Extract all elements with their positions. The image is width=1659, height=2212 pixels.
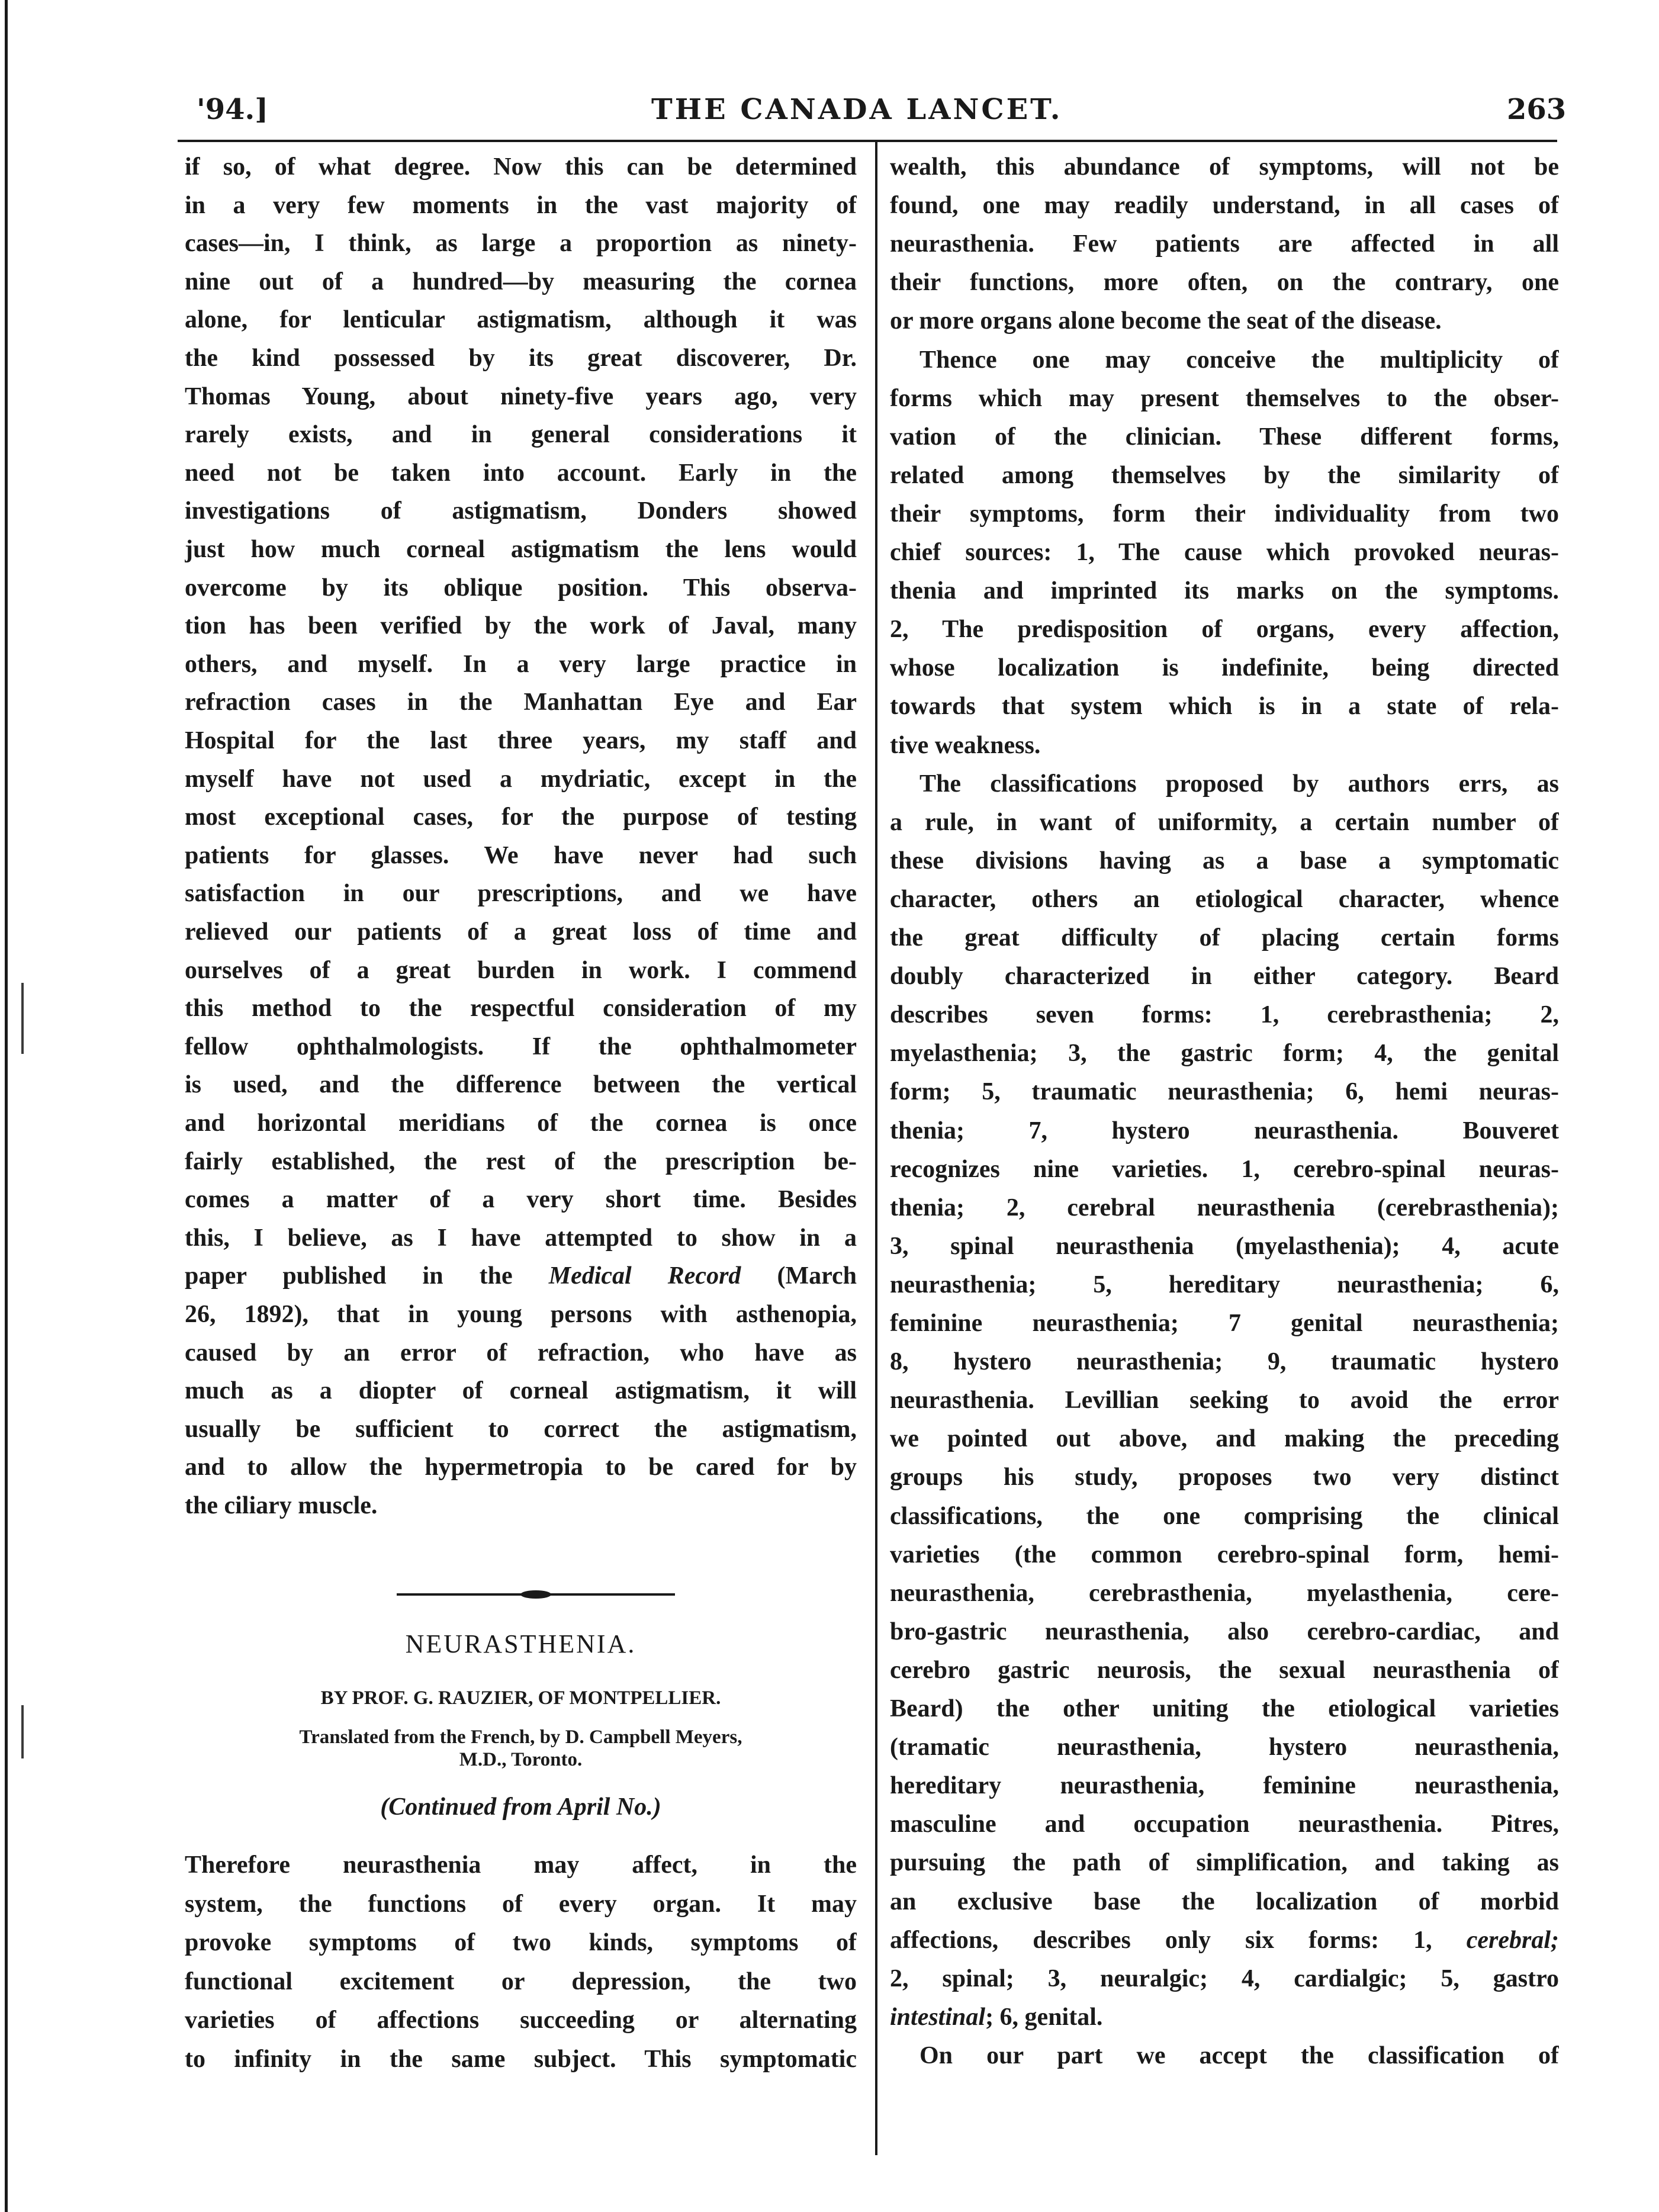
body-text-line: describes seven forms: 1, cerebrasthenia; 2, <box>890 1001 1559 1029</box>
body-text-line: myelasthenia; 3, the gastric form; 4, the genital <box>890 1040 1559 1068</box>
body-text-line: tive weakness. <box>890 731 1041 759</box>
scan-edge-mark <box>21 1705 24 1758</box>
body-text-line: refraction cases in the Manhattan Eye and Ear <box>185 689 857 716</box>
scan-edge-mark <box>21 983 24 1054</box>
body-text-line: neurasthenia; 5, hereditary neurasthenia; 6, <box>890 1271 1559 1298</box>
body-text-line: and to allow the hypermetropia to be cared for by <box>185 1454 857 1481</box>
body-text-line: wealth, this abundance of symptoms, will not be <box>890 153 1559 181</box>
body-text-line: much as a diopter of corneal astigmatism, it will <box>185 1377 857 1405</box>
body-text-line: neurasthenia, cerebrasthenia, myelasthenia, cere- <box>890 1579 1559 1607</box>
page-number: 263 <box>1507 93 1567 126</box>
body-text-line: their functions, more often, on the contrary, one <box>890 269 1559 297</box>
body-text-line: varieties (the common cerebro-spinal form, hemi- <box>890 1541 1559 1568</box>
body-text-line: 2, spinal; 3, neuralgic; 4, cardialgic; 5, gastro <box>890 1965 1559 1992</box>
running-header-title: THE CANADA LANCET. <box>651 93 1063 126</box>
body-text-line: 8, hystero neurasthenia; 9, traumatic hystero <box>890 1348 1559 1376</box>
article-byline: BY PROF. G. RAUZIER, OF MONTPELLIER. <box>320 1687 721 1709</box>
body-text-line: vation of the clinician. These different forms, <box>890 423 1559 451</box>
body-text-line: cerebro gastric neurosis, the sexual neurasthenia of <box>890 1656 1559 1684</box>
body-text-line: to infinity in the same subject. This symptomatic <box>185 2045 857 2073</box>
body-text-line: The classifications proposed by authors errs, as <box>919 770 1559 798</box>
body-text-line: hereditary neurasthenia, feminine neurasthenia, <box>890 1772 1559 1800</box>
body-text-line: chief sources: 1, The cause which provoked neuras- <box>890 539 1559 566</box>
header-rule <box>178 140 1557 142</box>
body-text-line: fellow ophthalmologists. If the ophthalmometer <box>185 1033 857 1060</box>
body-text-line: Thence one may conceive the multiplicity of <box>919 346 1559 374</box>
body-text-line: classifications, the one comprising the clinical <box>890 1502 1559 1530</box>
body-text-line: bro-gastric neurasthenia, also cerebro-cardiac, and <box>890 1618 1559 1645</box>
body-text-line: this method to the respectful consideration of my <box>185 995 857 1023</box>
body-text-line: thenia; 2, cerebral neurasthenia (cerebrasthenia); <box>890 1194 1559 1221</box>
body-text-line: found, one may readily understand, in all cases of <box>890 192 1559 220</box>
body-text-line: doubly characterized in either category. Beard <box>890 963 1559 991</box>
body-text-line: Therefore neurasthenia may affect, in the <box>185 1851 857 1879</box>
translator-credit: M.D., Toronto. <box>459 1749 583 1770</box>
body-text-line: Thomas Young, about ninety-five years ago, very <box>185 382 857 410</box>
running-header-year: '94.] <box>197 93 268 126</box>
body-text-line: need not be taken into account. Early in the <box>185 459 857 487</box>
body-text-line: paper published in the Medical Record (March <box>185 1262 857 1290</box>
body-text-line: form; 5, traumatic neurasthenia; 6, hemi neuras- <box>890 1078 1559 1106</box>
body-text-line: the kind possessed by its great discoverer, Dr. <box>185 345 857 372</box>
body-text-line: (tramatic neurasthenia, hystero neurasthenia, <box>890 1734 1559 1761</box>
body-text-line: whose localization is indefinite, being directed <box>890 654 1559 682</box>
body-text-line: related among themselves by the similarity of <box>890 461 1559 489</box>
body-text-line: patients for glasses. We have never had such <box>185 841 857 869</box>
body-text-line: and horizontal meridians of the cornea is once <box>185 1110 857 1137</box>
body-text-line: provoke symptoms of two kinds, symptoms of <box>185 1929 857 1956</box>
body-text-line: feminine neurasthenia; 7 genital neurasthenia; <box>890 1310 1559 1337</box>
body-text-line: forms which may present themselves to the obser- <box>890 384 1559 412</box>
body-text-line: the ciliary muscle. <box>185 1492 378 1519</box>
body-text-line: nine out of a hundred—by measuring the cornea <box>185 268 857 295</box>
body-text-line: groups his study, proposes two very distinct <box>890 1464 1559 1491</box>
body-text-line: 3, spinal neurasthenia (myelasthenia); 4, acute <box>890 1232 1559 1260</box>
body-text-line: 2, The predisposition of organs, every affection, <box>890 616 1559 644</box>
body-text-line: most exceptional cases, for the purpose of testing <box>185 803 857 831</box>
body-text-line: character, others an etiological character, whence <box>890 885 1559 913</box>
body-text-line: myself have not used a mydriatic, except in the <box>185 765 857 793</box>
body-text-line: functional excitement or depression, the two <box>185 1967 857 1995</box>
body-text-line: in a very few moments in the vast majority of <box>185 191 857 219</box>
body-text-line: an exclusive base the localization of morbid <box>890 1888 1559 1915</box>
body-text-line: just how much corneal astigmatism the lens would <box>185 536 857 563</box>
body-text-line: the great difficulty of placing certain forms <box>890 924 1559 951</box>
body-text-line: caused by an error of refraction, who have as <box>185 1339 857 1367</box>
body-text-line: fairly established, the rest of the prescription be- <box>185 1147 857 1175</box>
column-divider <box>875 142 877 2155</box>
article-title: NEURASTHENIA. <box>405 1629 636 1658</box>
body-text-line: satisfaction in our prescriptions, and we have <box>185 880 857 908</box>
body-text-line: alone, for lenticular astigmatism, although it was <box>185 306 857 334</box>
body-text-line: relieved our patients of a great loss of time and <box>185 918 857 946</box>
body-text-line: cases—in, I think, as large a proportion as ninety- <box>185 230 857 258</box>
body-text-line: neurasthenia. Few patients are affected in all <box>890 230 1559 258</box>
scan-edge-line <box>5 0 8 2212</box>
body-text-line: towards that system which is in a state of rela- <box>890 693 1559 721</box>
body-text-line: a rule, in want of uniformity, a certain number of <box>890 808 1559 836</box>
body-text-line: others, and myself. In a very large practice in <box>185 650 857 678</box>
body-text-line: 26, 1892), that in young persons with asthenopia, <box>185 1301 857 1328</box>
body-text-line: these divisions having as a base a symptomatic <box>890 847 1559 874</box>
body-text-line: Hospital for the last three years, my staff and <box>185 727 857 754</box>
body-text-line: system, the functions of every organ. It may <box>185 1890 857 1918</box>
body-text-line: usually be sufficient to correct the astigmatism, <box>185 1415 857 1443</box>
body-text-line: Beard) the other uniting the etiological varieties <box>890 1695 1559 1722</box>
body-text-line: affections, describes only six forms: 1, cerebral; <box>890 1926 1559 1954</box>
body-text-line: investigations of astigmatism, Donders showed <box>185 497 857 525</box>
body-text-line: their symptoms, form their individuality from two <box>890 500 1559 528</box>
body-text-line: ourselves of a great burden in work. I commend <box>185 956 857 984</box>
body-text-line: overcome by its oblique position. This observa- <box>185 574 857 602</box>
body-text-line: thenia; 7, hystero neurasthenia. Bouveret <box>890 1117 1559 1144</box>
translator-credit: Translated from the French, by D. Campbell Meyers, <box>299 1726 742 1748</box>
body-text-line: rarely exists, and in general considerations it <box>185 421 857 449</box>
body-text-line: masculine and occupation neurasthenia. Pitres, <box>890 1811 1559 1838</box>
body-text-line: intestinal; 6, genital. <box>890 2003 1103 2031</box>
body-text-line: neurasthenia. Levillian seeking to avoid the error <box>890 1387 1559 1414</box>
body-text-line: tion has been verified by the work of Javal, many <box>185 612 857 640</box>
body-text-line: varieties of affections succeeding or alternating <box>185 2007 857 2034</box>
body-text-line: if so, of what degree. Now this can be determined <box>185 153 857 181</box>
section-divider-ornament <box>397 1589 675 1600</box>
continued-note: (Continued from April No.) <box>380 1793 661 1821</box>
body-text-line: or more organs alone become the seat of the disease. <box>890 307 1442 335</box>
body-text-line: is used, and the difference between the vertical <box>185 1071 857 1099</box>
body-text-line: thenia and imprinted its marks on the symptoms. <box>890 577 1559 605</box>
body-text-line: On our part we accept the classification of <box>919 2041 1559 2069</box>
body-text-line: comes a matter of a very short time. Besides <box>185 1186 857 1214</box>
body-text-line: we pointed out above, and making the preceding <box>890 1425 1559 1453</box>
body-text-line: pursuing the path of simplification, and taking as <box>890 1849 1559 1877</box>
body-text-line: this, I believe, as I have attempted to show in a <box>185 1224 857 1252</box>
body-text-line: recognizes nine varieties. 1, cerebro-spinal neuras- <box>890 1155 1559 1183</box>
